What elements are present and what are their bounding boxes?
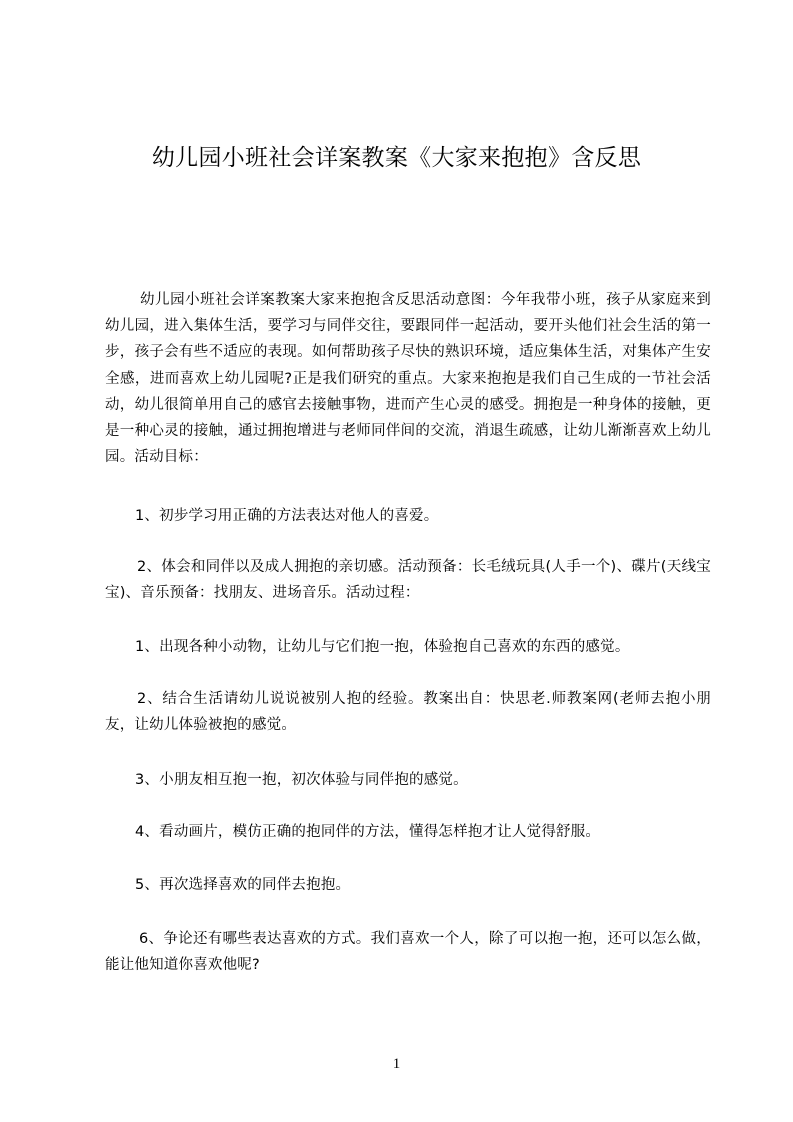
process-step-1-paragraph: 1、出现各种小动物，让幼儿与它们抱一抱，体验抱自己喜欢的东西的感觉。	[135, 639, 630, 655]
process-step-5-paragraph: 5、再次选择喜欢的同伴去抱抱。	[135, 877, 351, 893]
objective-1-paragraph: 1、初步学习用正确的方法表达对他人的喜爱。	[135, 508, 439, 524]
objective-2-paragraph: 2、体会和同伴以及成人拥抱的亲切感。活动预备：长毛绒玩具(人手一个)、碟片(天线宝宝)、音乐预备：找朋友、进场音乐。活动过程：	[105, 559, 711, 602]
process-step-4-paragraph: 4、看动画片，模仿正确的抱同伴的方法，懂得怎样抱才让人觉得舒服。	[135, 824, 601, 840]
intro-paragraph: 幼儿园小班社会详案教案大家来抱抱含反思活动意图：今年我带小班，孩子从家庭来到幼儿园，进入集体生活，要学习与同伴交往，要跟同伴一起活动，要开头他们社会生活的第一步，孩子会有些不适应的表现。如何帮助孩子尽快的熟识环境，适应集体生活，对集体产生安全感，进而喜欢上幼儿园呢?正是我们研究的重点。大家来抱抱是我们自己生成的一节社会活动，幼儿很简单用自己的感官去接触事物，进而产生心灵的感受。拥抱是一种身体的接触，更是一种心灵的接触，通过拥抱增进与老师同伴间的交流，消退生疏感，让幼儿渐渐喜欢上幼儿园。活动目标：	[105, 292, 711, 466]
process-step-3-paragraph: 3、小朋友相互抱一抱，初次体验与同伴抱的感觉。	[135, 772, 468, 788]
page-number: 1	[392, 1056, 401, 1072]
process-step-2-paragraph: 2、结合生活请幼儿说说被别人抱的经验。教案出自：快思老.师教案网(老师去抱小朋友，让幼儿体验被抱的感觉。	[105, 691, 711, 734]
document-title: 幼儿园小班社会详案教案《大家来抱抱》含反思	[151, 145, 642, 171]
process-step-6-paragraph: 6、争论还有哪些表达喜欢的方式。我们喜欢一个人，除了可以抱一抱，还可以怎么做，能让他知道你喜欢他呢?	[105, 931, 711, 974]
